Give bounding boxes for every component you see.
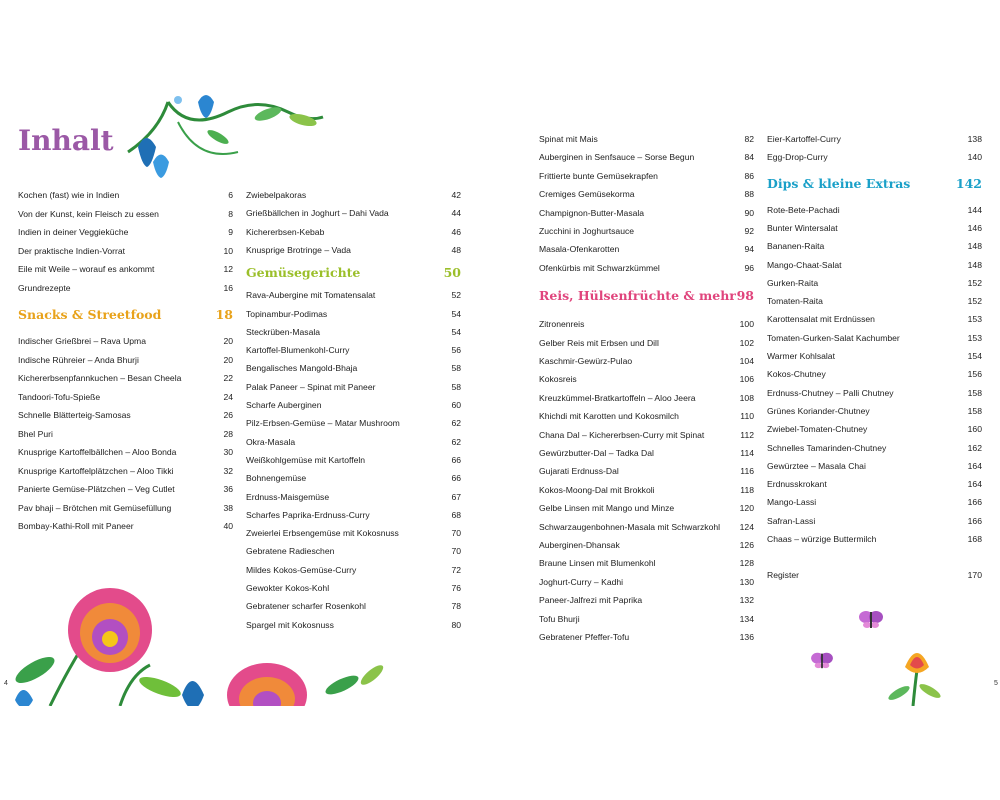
entry-title: Scharfe Auberginen (246, 400, 322, 410)
entry-title: Erdnuss-Chutney – Palli Chutney (767, 387, 894, 398)
entry-title: Zitronenreis (539, 319, 585, 330)
entry-title: Gurken-Raita (767, 277, 819, 288)
page-number: 84 (744, 152, 754, 163)
entry-title: Kokos-Moong-Dal mit Brokkoli (539, 484, 655, 495)
page-number: 70 (451, 528, 461, 539)
entry-title: Kaschmir-Gewürz-Pulao (539, 356, 633, 366)
page-number-right: 5 (994, 680, 998, 687)
toc-entry[interactable] (539, 185, 754, 203)
page-number: 166 (967, 515, 982, 526)
toc-entry[interactable] (246, 469, 461, 487)
page-number: 138 (967, 134, 982, 144)
toc-entry[interactable] (539, 334, 754, 352)
toc-entry[interactable] (539, 591, 754, 609)
entry-title: Spinat mit Mais (539, 134, 598, 144)
page-number: 80 (451, 619, 461, 630)
entry-title: Grießbällchen in Joghurt – Dahi Vada (246, 208, 389, 219)
toc-entry[interactable] (246, 396, 461, 414)
page-number: 54 (451, 326, 461, 337)
toc-entry[interactable] (246, 597, 461, 615)
entry-title: Topinambur-Podimas (246, 308, 328, 319)
entry-title: Masala-Ofenkarotten (539, 244, 620, 255)
entry-title: Indische Rühreier – Anda Bhurji (18, 354, 139, 365)
toc-entry[interactable] (246, 451, 461, 469)
toc-entry[interactable] (539, 628, 754, 646)
entry-title: Weißkohlgemüse mit Kartoffeln (246, 454, 366, 465)
entry-title: Indien in deiner Veggieküche (18, 227, 129, 237)
toc-entry[interactable] (18, 406, 233, 424)
page-number: 86 (744, 170, 754, 181)
page-number: 62 (451, 418, 461, 429)
page-number: 130 (739, 576, 754, 587)
toc-entry[interactable] (246, 524, 461, 542)
entry-title: Gujarati Erdnuss-Dal (539, 466, 619, 477)
entry-title: Tomaten-Raita (767, 296, 823, 307)
toc-entry[interactable] (246, 378, 461, 396)
page-number-left: 4 (4, 680, 8, 687)
entry-title: Mango-Chaat-Salat (767, 259, 842, 270)
page-number: 60 (451, 400, 461, 410)
page-number: 132 (739, 595, 754, 606)
page-number: 76 (451, 583, 461, 593)
page-number: 112 (740, 429, 754, 440)
toc-entry[interactable] (246, 204, 461, 222)
toc-entry[interactable] (539, 370, 754, 388)
entry-title: Karottensalat mit Erdnüssen (767, 314, 875, 325)
toc-entry[interactable] (767, 457, 982, 475)
page-number: 40 (223, 521, 233, 531)
page-number: 30 (223, 447, 233, 457)
page-number: 116 (740, 466, 754, 477)
toc-entry[interactable] (539, 573, 754, 591)
toc-entry[interactable] (539, 204, 754, 222)
section-title: Reis, Hülsenfrüchte & mehr (539, 288, 736, 304)
entry-title: Erdnuss-Maisgemüse (246, 491, 330, 502)
toc-entry[interactable] (18, 499, 233, 517)
entry-title: Steckrüben-Masala (246, 326, 321, 337)
toc-entry[interactable] (246, 323, 461, 341)
entry-title: Scharfes Paprika-Erdnuss-Curry (246, 509, 370, 520)
toc-entry[interactable] (246, 286, 461, 304)
toc-entry[interactable] (18, 279, 233, 297)
page-number: 90 (744, 207, 754, 218)
toc-entry[interactable] (539, 518, 754, 536)
toc-entry[interactable] (539, 352, 754, 370)
section-title: Dips & kleine Extras (767, 175, 911, 191)
toc-entry[interactable] (18, 369, 233, 387)
entry-title: Zwiebelpakoras (246, 190, 307, 200)
toc-entry[interactable] (767, 475, 982, 493)
page-number: 153 (967, 332, 982, 343)
page-number: 6 (228, 190, 233, 200)
entry-title: Auberginen-Dhansak (539, 540, 620, 550)
entry-title: Kichererbsenpfannkuchen – Besan Cheela (18, 373, 182, 383)
entry-title: Mildes Kokos-Gemüse-Curry (246, 564, 357, 575)
flower-center-bottom-illustration (222, 655, 387, 706)
page-number: 102 (739, 337, 754, 348)
toc-entry[interactable] (539, 389, 754, 407)
page-number: 46 (451, 226, 461, 237)
toc-section-heading[interactable] (246, 262, 461, 284)
butterfly-icon (810, 650, 834, 670)
entry-title: Kichererbsen-Kebab (246, 226, 325, 237)
page-title: Inhalt (18, 124, 114, 157)
entry-title: Eier-Kartoffel-Curry (767, 134, 841, 144)
entry-title: Rote-Bete-Pachadi (767, 204, 840, 215)
page-number: 118 (740, 484, 754, 495)
toc-entry[interactable] (767, 439, 982, 457)
toc-entry[interactable] (246, 488, 461, 506)
entry-title: Gebratener Pfeffer-Tofu (539, 632, 630, 642)
entry-title: Kokosreis (539, 374, 577, 385)
page-number: 162 (967, 442, 982, 453)
entry-title: Kochen (fast) wie in Indien (18, 190, 120, 200)
page-number: 10 (223, 245, 233, 256)
page-number: 78 (451, 601, 461, 612)
toc-entry[interactable] (18, 205, 233, 223)
entry-title: Grundrezepte (18, 282, 71, 293)
entry-title: Panierte Gemüse-Plätzchen – Veg Cutlet (18, 484, 175, 494)
page-number: 152 (967, 277, 982, 288)
toc-entry[interactable] (246, 186, 461, 204)
toc-entry[interactable] (767, 365, 982, 383)
entry-title: Pav bhaji – Brötchen mit Gemüsefüllung (18, 502, 172, 513)
page-number: 144 (967, 204, 982, 215)
entry-title: Chana Dal – Kichererbsen-Curry mit Spinat (539, 429, 705, 440)
page-number: 8 (228, 208, 233, 219)
entry-title: Egg-Drop-Curry (767, 152, 828, 163)
toc-entry[interactable] (767, 420, 982, 438)
entry-title: Gewokter Kokos-Kohl (246, 583, 330, 593)
page-number: 106 (739, 374, 754, 385)
entry-title: Grünes Koriander-Chutney (767, 405, 870, 416)
entry-title: Kreuzkümmel-Bratkartoffeln – Aloo Jeera (539, 392, 696, 403)
toc-entry[interactable] (767, 274, 982, 292)
entry-title: Gebratene Radieschen (246, 546, 335, 557)
page-number: 160 (967, 424, 982, 435)
toc-entry[interactable] (246, 359, 461, 377)
entry-title: Rava-Aubergine mit Tomatensalat (246, 290, 376, 301)
flower-vine-illustration (118, 92, 328, 182)
entry-title: Von der Kunst, kein Fleisch zu essen (18, 208, 159, 219)
page-number: 104 (739, 356, 754, 366)
toc-entry[interactable] (539, 444, 754, 462)
toc-column-2 (246, 186, 461, 646)
page-number: 154 (967, 351, 982, 361)
page-number: 108 (739, 392, 754, 403)
entry-title: Frittierte bunte Gemüsekrapfen (539, 170, 658, 181)
page-number: 20 (223, 336, 233, 346)
page-number: 70 (451, 546, 461, 557)
toc-entry[interactable] (246, 506, 461, 524)
page-number: 50 (443, 264, 461, 280)
toc-entry[interactable] (767, 130, 982, 148)
page-number: 42 (451, 190, 461, 200)
entry-title: Khichdi mit Karotten und Kokosmilch (539, 411, 679, 422)
entry-title: Gewürzbutter-Dal – Tadka Dal (539, 448, 654, 458)
toc-entry[interactable] (767, 493, 982, 511)
page-number: 166 (967, 497, 982, 508)
toc-entry[interactable] (539, 499, 754, 517)
page-number: 100 (739, 319, 754, 330)
page-number: 24 (223, 391, 233, 402)
entry-title: Bengalisches Mangold-Bhaja (246, 363, 358, 374)
page-number: 140 (967, 152, 982, 163)
entry-title: Indischer Grießbrei – Rava Upma (18, 336, 146, 346)
toc-entry[interactable] (767, 530, 982, 548)
toc-entry[interactable] (539, 130, 754, 148)
entry-title: Mango-Lassi (767, 497, 817, 508)
entry-title: Tandoori-Tofu-Spieße (18, 391, 101, 402)
entry-title: Bohnengemüse (246, 473, 307, 484)
entry-title: Okra-Masala (246, 436, 296, 447)
entry-title: Gelbe Linsen mit Mango und Minze (539, 503, 675, 514)
entry-title: Champignon-Butter-Masala (539, 207, 645, 218)
page-number: 148 (967, 259, 982, 270)
page-number: 88 (744, 189, 754, 200)
butterfly-icon (858, 608, 884, 630)
entry-title: Joghurt-Curry – Kadhi (539, 576, 624, 587)
toc-entry[interactable] (18, 388, 233, 406)
toc-entry[interactable] (767, 347, 982, 365)
toc-entry[interactable] (767, 148, 982, 166)
entry-title: Zwiebel-Tomaten-Chutney (767, 424, 868, 435)
page-number: 98 (736, 288, 754, 304)
entry-title: Schwarzaugenbohnen-Masala mit Schwarzkohl (539, 521, 721, 532)
toc-entry[interactable] (18, 186, 233, 204)
page-number: 66 (451, 473, 461, 484)
page-number: 26 (223, 410, 233, 420)
entry-title: Chaas – würzige Buttermilch (767, 534, 877, 544)
section-title: Snacks & Streetfood (18, 306, 162, 322)
toc-entry[interactable] (767, 256, 982, 274)
entry-title: Safran-Lassi (767, 515, 816, 526)
toc-entry[interactable] (539, 426, 754, 444)
page-number: 114 (740, 448, 754, 458)
toc-entry[interactable] (246, 433, 461, 451)
page-number: 156 (967, 369, 982, 380)
page-number: 68 (451, 509, 461, 520)
entry-title: Kokos-Chutney (767, 369, 826, 380)
toc-entry[interactable] (539, 259, 754, 277)
page-number: 52 (451, 290, 461, 301)
page-number: 66 (451, 454, 461, 465)
toc-section-heading[interactable] (539, 285, 754, 307)
entry-title: Knusprige Kartoffelbällchen – Aloo Bonda (18, 447, 177, 457)
toc-entry[interactable] (246, 414, 461, 432)
toc-entry[interactable] (18, 332, 233, 350)
page-number: 168 (967, 534, 982, 544)
toc-entry[interactable] (767, 201, 982, 219)
page-number: 126 (739, 540, 754, 550)
toc-entry[interactable] (246, 241, 461, 259)
entry-title: Schnelle Blätterteig-Samosas (18, 410, 131, 420)
page-number: 9 (228, 227, 233, 237)
toc-entry[interactable] (246, 579, 461, 597)
toc-entry[interactable] (767, 384, 982, 402)
toc-entry[interactable] (18, 517, 233, 535)
page-number: 20 (223, 354, 233, 365)
entry-title: Eile mit Weile – worauf es ankommt (18, 264, 155, 274)
toc-column-1 (18, 186, 233, 546)
toc-entry[interactable] (767, 292, 982, 310)
toc-entry[interactable] (539, 481, 754, 499)
toc-entry[interactable] (246, 223, 461, 241)
page-number: 146 (967, 222, 982, 233)
toc-entry[interactable] (18, 425, 233, 443)
toc-entry[interactable] (246, 305, 461, 323)
page-number: 148 (967, 241, 982, 252)
toc-entry[interactable] (539, 536, 754, 554)
toc-entry[interactable] (767, 219, 982, 237)
page-number: 58 (451, 381, 461, 392)
page-number: 18 (215, 306, 233, 322)
toc-entry[interactable] (18, 351, 233, 369)
page-number: 36 (223, 484, 233, 494)
entry-title: Tomaten-Gurken-Salat Kachumber (767, 332, 900, 343)
page-number: 142 (955, 175, 982, 191)
toc-section-heading[interactable] (767, 173, 982, 195)
page-number: 58 (451, 363, 461, 374)
entry-title: Cremiges Gemüsekorma (539, 189, 635, 200)
page-number: 48 (451, 244, 461, 255)
toc-entry[interactable] (246, 616, 461, 634)
entry-title: Palak Paneer – Spinat mit Paneer (246, 381, 376, 392)
page-number: 164 (967, 460, 982, 471)
page-number: 82 (744, 134, 754, 144)
toc-entry[interactable] (767, 402, 982, 420)
entry-title: Knusprige Brotringe – Vada (246, 244, 351, 255)
toc-entry[interactable] (539, 148, 754, 166)
entry-title: Bananen-Raita (767, 241, 825, 252)
toc-entry[interactable] (539, 610, 754, 628)
page-number: 158 (967, 405, 982, 416)
page-number: 28 (223, 428, 233, 439)
entry-title: Zucchini in Joghurtsauce (539, 226, 635, 236)
toc-entry[interactable] (539, 554, 754, 572)
toc-entry[interactable] (539, 240, 754, 258)
page-number: 136 (739, 632, 754, 642)
entry-title: Bombay-Kathi-Roll mit Paneer (18, 521, 134, 531)
page-number: 56 (451, 345, 461, 356)
page-number: 153 (967, 314, 982, 325)
page-number: 128 (739, 558, 754, 569)
entry-title: Schnelles Tamarinden-Chutney (767, 442, 887, 453)
page-number: 164 (967, 479, 982, 490)
toc-entry[interactable] (539, 315, 754, 333)
page-number: 38 (223, 502, 233, 513)
toc-entry[interactable] (18, 462, 233, 480)
page-number: 92 (744, 226, 754, 236)
page-number: 134 (739, 613, 754, 624)
page-number: 96 (744, 262, 754, 273)
page-number: 72 (451, 564, 461, 575)
entry-title: Tofu Bhurji (539, 613, 580, 624)
toc-entry[interactable] (767, 237, 982, 255)
page-number: 16 (223, 282, 233, 293)
toc-entry[interactable] (539, 167, 754, 185)
toc-entry[interactable] (539, 462, 754, 480)
page-number: 44 (451, 208, 461, 219)
entry-title: Erdnusskrokant (767, 479, 827, 490)
flower-right-bottom-illustration (885, 645, 945, 706)
entry-title: Ofenkürbis mit Schwarzkümmel (539, 262, 660, 273)
page-number: 152 (967, 296, 982, 307)
page-number: 22 (223, 373, 233, 383)
entry-title: Warmer Kohlsalat (767, 351, 835, 361)
page-number: 94 (744, 244, 754, 255)
entry-title: Gelber Reis mit Erbsen und Dill (539, 337, 659, 348)
entry-title: Gewürztee – Masala Chai (767, 460, 866, 471)
page-number: 170 (967, 570, 982, 581)
toc-entry[interactable] (767, 310, 982, 328)
entry-title: Paneer-Jalfrezi mit Paprika (539, 595, 643, 606)
toc-entry[interactable] (539, 407, 754, 425)
entry-title: Auberginen in Senfsauce – Sorse Begun (539, 152, 695, 163)
page-number: 120 (739, 503, 754, 514)
entry-title: Braune Linsen mit Blumenkohl (539, 558, 656, 569)
entry-title: Knusprige Kartoffelplätzchen – Aloo Tikki (18, 465, 174, 476)
toc-entry[interactable] (246, 542, 461, 560)
toc-entry[interactable] (18, 223, 233, 241)
entry-title: Der praktische Indien-Vorrat (18, 245, 125, 256)
entry-title: Kartoffel-Blumenkohl-Curry (246, 345, 350, 356)
entry-title: Zweierlei Erbsengemüse mit Kokosnuss (246, 528, 399, 539)
page-number: 124 (739, 521, 754, 532)
entry-title: Bunter Wintersalat (767, 222, 838, 233)
toc-entry[interactable] (767, 566, 982, 584)
toc-section-heading[interactable] (18, 304, 233, 326)
page-number: 110 (740, 411, 754, 422)
entry-title: Pilz-Erbsen-Gemüse – Matar Mushroom (246, 418, 400, 429)
toc-entry[interactable] (18, 260, 233, 278)
page-number: 62 (451, 436, 461, 447)
page-number: 32 (223, 465, 233, 476)
toc-column-4 (767, 130, 982, 600)
page-number: 12 (223, 264, 233, 274)
page-number: 54 (451, 308, 461, 319)
page-number: 67 (451, 491, 461, 502)
toc-entry[interactable] (246, 561, 461, 579)
toc-entry[interactable] (246, 341, 461, 359)
entry-title: Bhel Puri (18, 428, 53, 439)
entry-title: Gebratener scharfer Rosenkohl (246, 601, 366, 612)
page-number: 158 (967, 387, 982, 398)
toc-entry[interactable] (18, 480, 233, 498)
toc-entry[interactable] (767, 512, 982, 530)
entry-title: Register (767, 570, 799, 581)
flower-left-bottom-illustration (10, 575, 220, 706)
toc-entry[interactable] (18, 242, 233, 260)
toc-entry[interactable] (539, 222, 754, 240)
section-title: Gemüsegerichte (246, 264, 361, 280)
toc-entry[interactable] (18, 443, 233, 461)
toc-entry[interactable] (767, 329, 982, 347)
toc-column-3 (539, 130, 754, 650)
entry-title: Spargel mit Kokosnuss (246, 619, 334, 630)
